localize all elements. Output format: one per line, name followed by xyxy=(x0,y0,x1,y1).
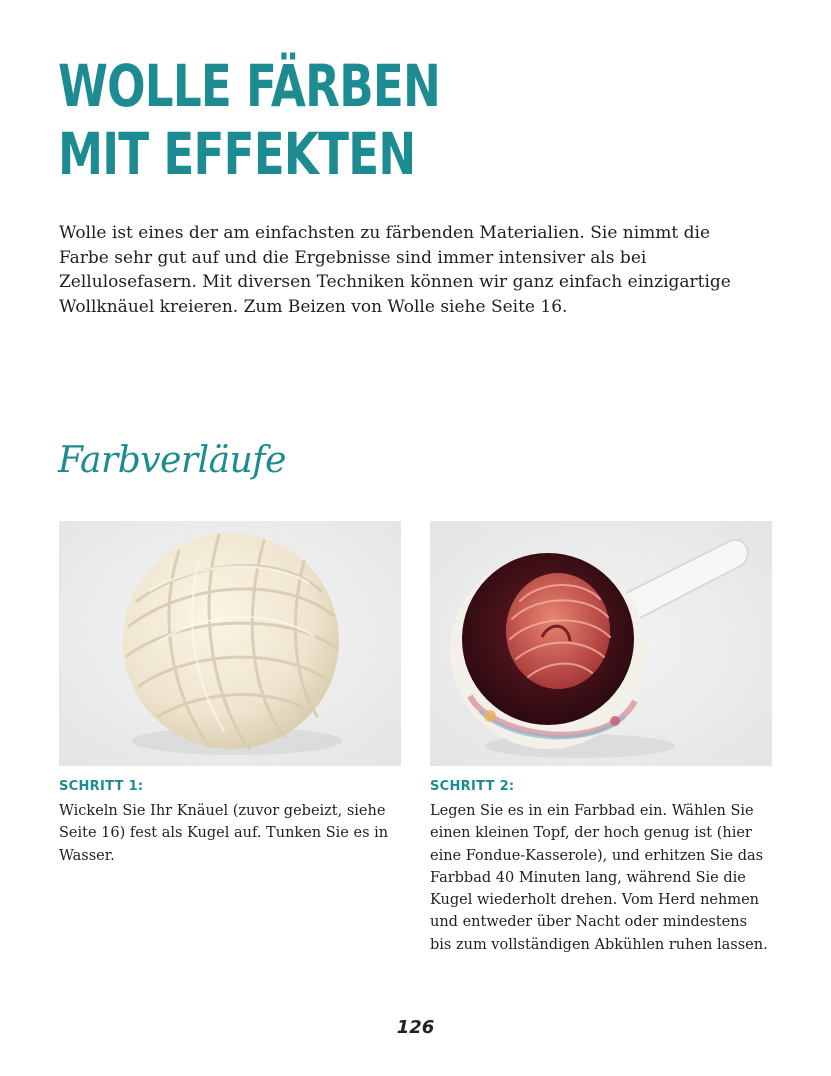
page-title-line-2: MIT EFFEKTEN xyxy=(58,120,416,188)
wool-ball-photo xyxy=(59,521,401,766)
page-title-line-1: WOLLE FÄRBEN xyxy=(58,52,441,120)
page-number: 126 xyxy=(396,1017,435,1038)
page-title xyxy=(58,52,440,188)
intro-paragraph: Wolle ist eines der am einfachsten zu färbenden Materialien. Sie nimmt die Farbe sehr gut auf und die Ergebnisse sind immer intensiver als bei Zellulosefasern. Mit diversen Techniken können wir ganz einfach einzigartige Wollknäuel kreieren. Zum Beizen von Wolle siehe Seite 16. xyxy=(59,223,731,317)
step-2-heading: SCHRITT 2: xyxy=(430,779,515,794)
step-2-text: Legen Sie es in ein Farbbad ein. Wählen Sie einen kleinen Topf, der hoch genug ist (hier eine Fondue-Kasserole), und erhitzen Sie das Farbbad 40 Minuten lang, während Sie die Kugel wiederholt drehen. Vom Herd nehmen und entweder über Nacht oder mindestens bis zum vollständigen Abkühlen ruhen lassen. xyxy=(430,803,768,953)
section-title: Farbverläufe xyxy=(58,440,286,481)
step-1-heading: SCHRITT 1: xyxy=(59,779,144,794)
step-1-text: Wickeln Sie Ihr Knäuel (zuvor gebeizt, siehe Seite 16) fest als Kugel auf. Tunken Sie es in Wasser. xyxy=(59,803,389,864)
dye-bath-photo xyxy=(430,521,772,766)
